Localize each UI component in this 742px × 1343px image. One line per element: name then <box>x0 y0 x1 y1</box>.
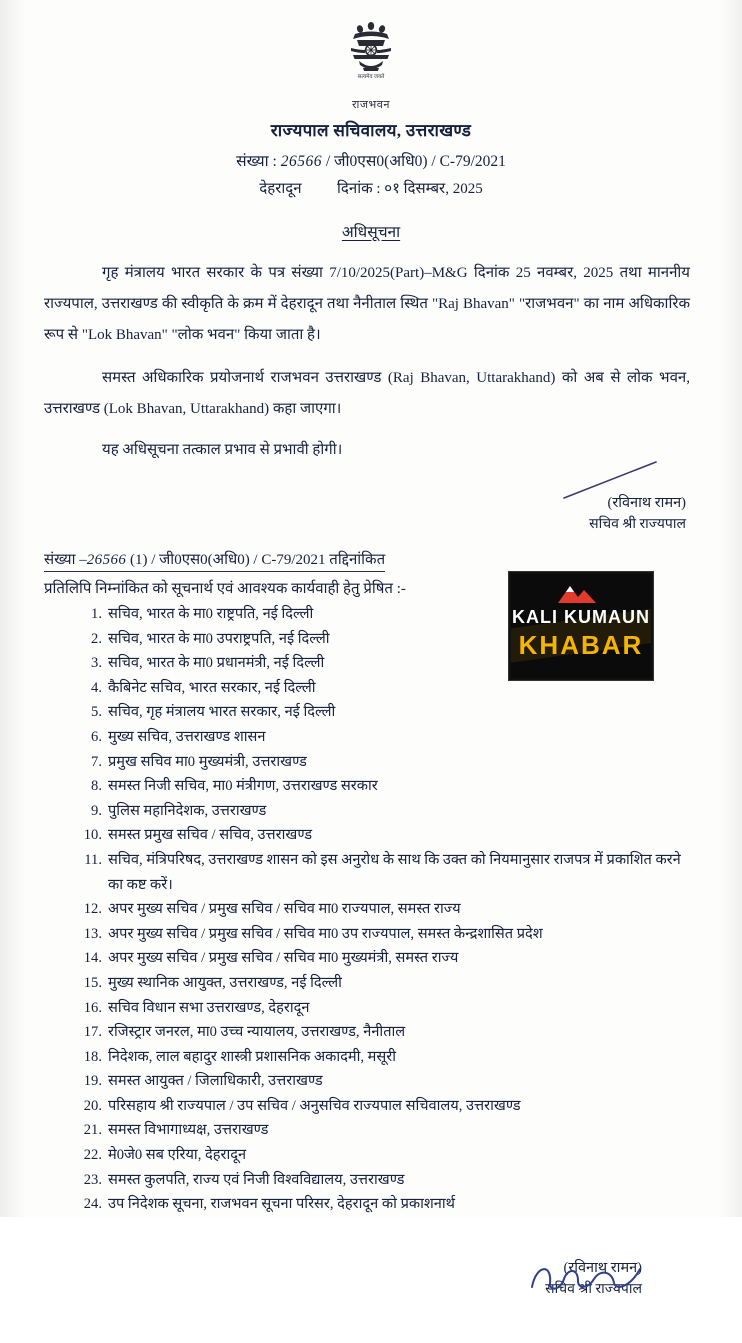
list-item: समस्त विभागाध्यक्ष, उत्तराखण्ड <box>108 1122 269 1139</box>
paragraph-1: गृह मंत्रालय भारत सरकार के पत्र संख्या 7/10/2025(Part)–M&G दिनांक 25 नवम्बर, 2025 तथा माननीय राज्यपाल, उत्तराखण्ड की स्वीकृति के क्रम में देहरादून तथा नैनीताल स्थित "Raj Bhavan" "राजभवन" का नाम अधिकारिक रूप से "Lok Bhavan" "लोक भवन" किया जाता है। <box>44 265 690 343</box>
list-item: सचिव, गृह मंत्रालय भारत सरकार, नई दिल्ली <box>108 704 336 721</box>
list-item: समस्त निजी सचिव, मा0 मंत्रीगण, उत्तराखण्ड सरकार <box>108 778 378 795</box>
list-item: पुलिस महानिदेशक, उत्तराखण्ड <box>108 802 267 819</box>
number-value: 26566 <box>280 153 322 170</box>
handwritten-signature-mark <box>560 458 690 502</box>
notification-heading: अधिसूचना <box>341 224 401 241</box>
paragraph-3: यह अधिसूचना तत्काल प्रभाव से प्रभावी होगी। <box>102 442 343 458</box>
list-item: सचिव, भारत के मा0 उपराष्ट्रपति, नई दिल्ली <box>108 630 330 647</box>
stamp-line-1: KALI KUMAUN <box>512 607 650 627</box>
handwritten-signature-mark-2 <box>526 1257 646 1297</box>
list-item: परिसहाय श्री राज्यपाल / उप सचिव / अनुसचिव राज्यपाल सचिवालय, उत्तराखण्ड <box>108 1097 521 1114</box>
emblem-caption: राजभवन <box>352 99 390 111</box>
stamp-line-2: KHABAR <box>518 630 644 660</box>
place-date-line <box>0 178 742 198</box>
svg-text:सत्यमेव जयते: सत्यमेव जयते <box>357 74 385 80</box>
list-item: सचिव विधान सभा उत्तराखण्ड, देहरादून <box>108 999 310 1016</box>
copy-to-line: प्रतिलिपि निम्नांकित को सूचनार्थ एवं आवश्यक कार्यवाही हेतु प्रेषित :- <box>44 581 406 597</box>
list-item: उप निदेशक सूचना, राजभवन सूचना परिसर, देहरादून को प्रकाशनार्थ <box>108 1196 455 1213</box>
document-body <box>0 258 742 466</box>
signatory-designation-2: सचिव श्री राज्यपाल <box>545 1281 642 1297</box>
national-emblem-icon <box>343 18 399 94</box>
list-item: समस्त कुलपति, राज्य एवं निजी विश्वविद्यालय, उत्तराखण्ड <box>108 1171 405 1188</box>
list-item: सचिव, मंत्रिपरिषद, उत्तराखण्ड शासन को इस अनुरोध के साथ कि उक्त को नियमानुसार राजपत्र में प्रकाशित करने का कष्ट करें। <box>108 851 681 893</box>
number-label: संख्या : <box>236 153 277 170</box>
list-item: सचिव, भारत के मा0 राष्ट्रपति, नई दिल्ली <box>108 606 314 622</box>
recipient-list <box>44 602 698 1217</box>
endorsement-number-line <box>44 549 385 572</box>
list-item: निदेशक, लाल बहादुर शास्त्री प्रशासनिक अकादमी, मसूरी <box>108 1048 397 1065</box>
place-value: देहरादून <box>259 181 302 197</box>
date-label: दिनांक : <box>337 181 381 197</box>
endorsement-number: 26566 <box>86 552 127 568</box>
date-value: ०१ दिसम्बर, 2025 <box>384 181 483 197</box>
list-item: अपर मुख्य सचिव / प्रमुख सचिव / सचिव मा0 राज्यपाल, समस्त राज्य <box>108 901 461 918</box>
list-item: अपर मुख्य सचिव / प्रमुख सचिव / सचिव मा0 उप राज्यपाल, समस्त केन्द्रशासित प्रदेश <box>108 925 543 942</box>
list-item: मुख्य स्थानिक आयुक्त, उत्तराखण्ड, नई दिल्ली <box>108 974 342 991</box>
emblem-block <box>0 0 742 112</box>
list-item: समस्त प्रमुख सचिव / सचिव, उत्तराखण्ड <box>108 827 313 844</box>
list-item: प्रमुख सचिव मा0 मुख्यमंत्री, उत्तराखण्ड <box>108 753 307 770</box>
signatory-designation: सचिव श्री राज्यपाल <box>589 517 686 532</box>
list-item: कैबिनेट सचिव, भारत सरकार, नई दिल्ली <box>108 679 316 696</box>
list-item: रजिस्ट्रार जनरल, मा0 उच्च न्यायालय, उत्तराखण्ड, नैनीताल <box>108 1024 406 1041</box>
paragraph-2: समस्त अधिकारिक प्रयोजनार्थ राजभवन उत्तराखण्ड (Raj Bhavan, Uttarakhand) को अब से लोक भवन, उत्तराखण्ड (Lok Bhavan, Uttarakhand) कहा जाएगा। <box>44 370 690 417</box>
signature-block-primary <box>0 492 742 533</box>
list-item: अपर मुख्य सचिव / प्रमुख सचिव / सचिव मा0 मुख्यमंत्री, समस्त राज्य <box>108 950 459 967</box>
issuing-office: राज्यपाल सचिवालय, उत्तराखण्ड <box>270 121 472 140</box>
signatory-name-2: (रविनाथ रामन) <box>563 1259 642 1276</box>
endorsement-suffix: (1) / जी0एस0(अधि0) / C-79/2021 तद्दिनांकित <box>130 552 386 568</box>
number-suffix: / जी0एस0(अधि0) / C-79/2021 <box>325 153 506 170</box>
list-item: समस्त आयुक्त / जिलाधिकारी, उत्तराखण्ड <box>108 1073 323 1090</box>
watermark-logo-stamp <box>509 572 653 680</box>
list-item: मे0जे0 सब एरिया, देहरादून <box>108 1147 247 1164</box>
endorsement-label: संख्या – <box>44 552 87 568</box>
signature-block-secondary <box>0 1257 742 1343</box>
signatory-name: (रविनाथ रामन) <box>607 495 686 511</box>
list-item: सचिव, भारत के मा0 प्रधानमंत्री, नई दिल्ली <box>108 655 325 672</box>
document-header <box>0 118 742 198</box>
reference-number-line <box>0 149 742 171</box>
mountain-icon <box>554 581 608 610</box>
list-item: मुख्य सचिव, उत्तराखण्ड शासन <box>108 728 266 745</box>
